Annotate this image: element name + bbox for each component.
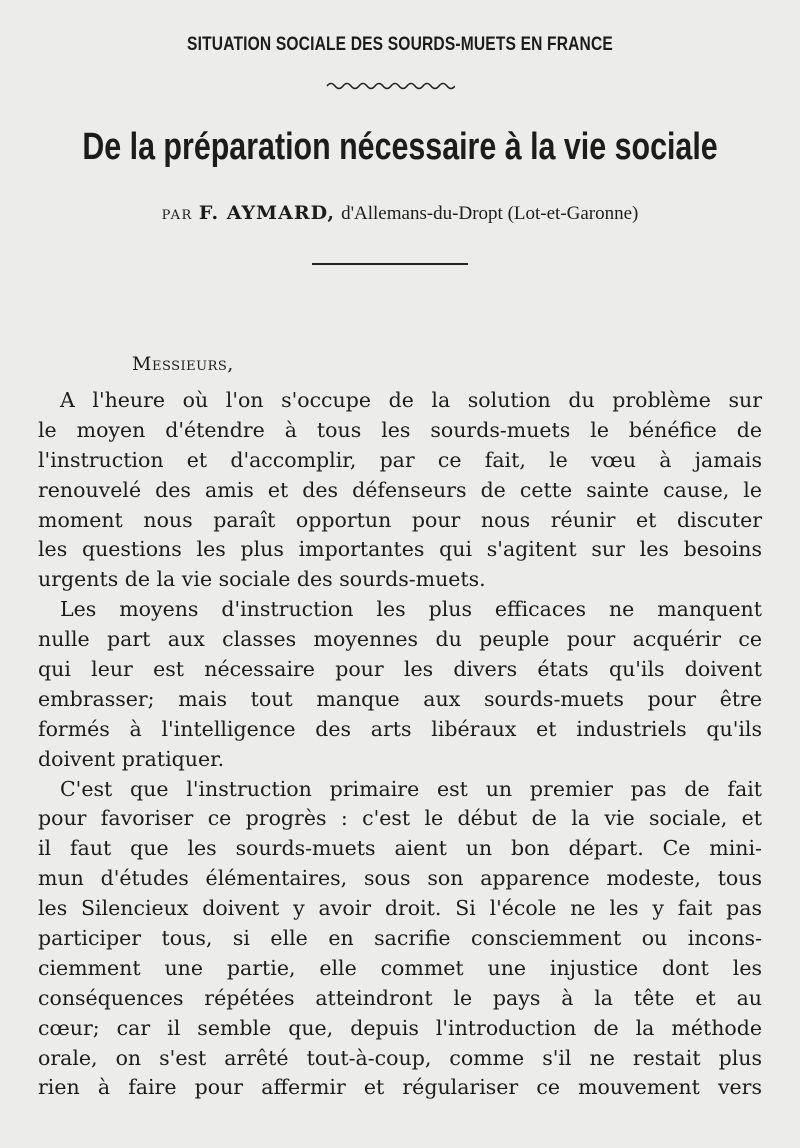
text-line: doivent pratiquer.	[38, 746, 225, 771]
text-line: mun d'études élémentaires, sous son apparence modeste, tous	[38, 866, 762, 891]
text-line: conséquences répétées atteindront le pays à la tête et au	[38, 985, 762, 1010]
text-line: le moyen d'étendre à tous les sourds-muets le bénéfice de	[38, 417, 762, 442]
text-line: formés à l'intelligence des arts libéraux et industriels qu'ils	[38, 716, 762, 741]
text-line: C'est que l'instruction primaire est un premier pas de fait	[60, 776, 762, 801]
text-line: moment nous paraît opportun pour nous réunir et discuter	[38, 507, 762, 532]
wavy-ornament-icon	[325, 80, 455, 92]
article-title: De la préparation nécessaire à la vie sociale	[82, 126, 718, 168]
text-line: nulle part aux classes moyennes du peuple pour acquérir ce	[38, 627, 762, 652]
text-line: Les moyens d'instruction les plus efficaces ne manquent	[60, 597, 762, 622]
running-head: SITUATION SOCIALE DES SOURDS-MUETS EN FRANCE	[187, 34, 613, 55]
text-line: rien à faire pour affermir et régulariser ce mouvement vers	[38, 1075, 762, 1100]
text-line: cœur; car il semble que, depuis l'introduction de la méthode	[38, 1015, 762, 1040]
text-line: qui leur est nécessaire pour les divers états qu'ils doivent	[38, 657, 762, 682]
body-text	[38, 386, 762, 1103]
text-line: participer tous, si elle en sacrifie consciemment ou incons-	[38, 926, 762, 951]
text-line: l'instruction et d'accomplir, par ce fait, le vœu à jamais	[38, 447, 762, 472]
text-line: orale, on s'est arrêté tout-à-coup, comme s'il ne restait plus	[38, 1045, 762, 1070]
divider-rule	[312, 263, 468, 265]
text-line: il faut que les sourds-muets aient un bon départ. Ce mini-	[38, 836, 762, 861]
text-line: embrasser; mais tout manque aux sourds-muets pour être	[38, 686, 762, 711]
text-line: urgents de la vie sociale des sourds-muets.	[38, 567, 486, 592]
byline-place: d'Allemans-du-Dropt (Lot-et-Garonne)	[341, 203, 639, 224]
text-line: A l'heure où l'on s'occupe de la solution du problème sur	[60, 388, 762, 412]
text-line: pour favoriser ce progrès : c'est le début de la vie sociale, et	[38, 806, 762, 831]
text-line: les Silencieux doivent y avoir droit. Si l'école ne les y fait pas	[38, 896, 762, 921]
text-line: ciemment une partie, elle commet une injustice dont les	[38, 955, 762, 980]
byline-par: par	[161, 202, 193, 224]
text-line: les questions les plus importantes qui s'agitent sur les besoins	[38, 537, 762, 562]
byline-author: F. AYMARD,	[198, 202, 336, 224]
text-line: renouvelé des amis et des défenseurs de cette sainte cause, le	[38, 477, 762, 502]
byline	[0, 202, 800, 225]
salutation: Messieurs,	[132, 353, 234, 375]
